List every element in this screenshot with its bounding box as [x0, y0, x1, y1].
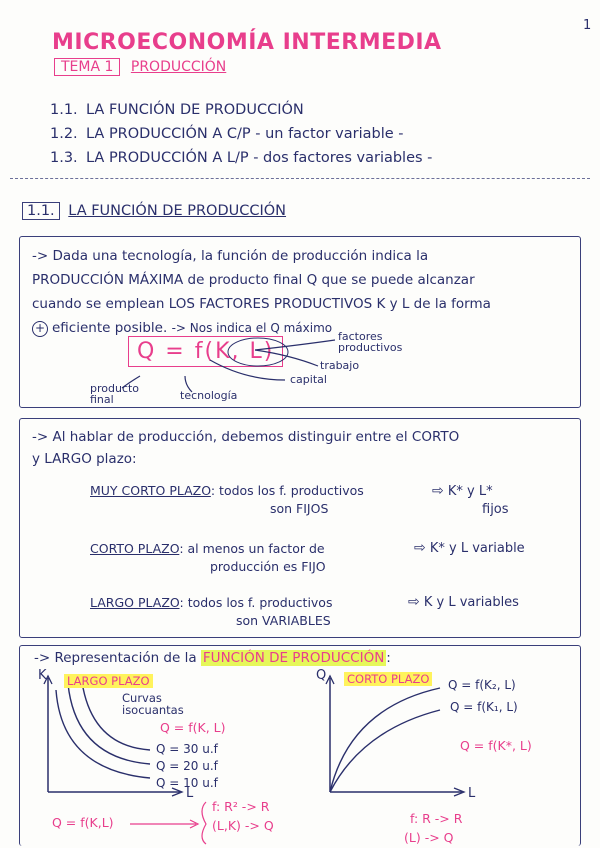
plus-circle-icon: +	[32, 321, 48, 337]
label-tecnologia: tecnología	[180, 389, 238, 402]
label-factores: factores productivos	[338, 330, 403, 354]
isoquant-30-label: Q = 30 u.f	[156, 742, 218, 756]
short-run-curve-k2	[330, 688, 440, 792]
plazo-item-muy-corto: MUY CORTO PLAZO: todos los f. productivos son FIJOS	[90, 483, 364, 516]
left-axis-x-label: L	[186, 786, 194, 801]
tema-name: PRODUCCIÓN	[130, 59, 227, 75]
short-run-equation: Q = f(K*, L)	[460, 738, 532, 753]
curve-k1-label: Q = f(K₁, L)	[450, 700, 518, 714]
long-run-map-2: (L,K) -> Q	[212, 818, 274, 833]
implies-arrow-icon: ⇨	[414, 540, 426, 556]
section-heading: 1.1. LA FUNCIÓN DE PRODUCCIÓN	[22, 203, 286, 219]
outline-item: 1.3. LA PRODUCCIÓN A L/P - dos factores variables -	[50, 150, 433, 166]
plazos-intro: -> Al hablar de producción, debemos distinguir entre el CORTO y LARGO plazo:	[32, 429, 460, 467]
outline-item: 1.2. LA PRODUCCIÓN A C/P - un factor variable -	[50, 126, 404, 142]
definition-text: -> Dada una tecnología, la función de producción indica la PRODUCCIÓN MÁXIMA de producto final Q que se puede alcanzar cuando se emplean LOS FACTORES PRODUCTIVOS K y L de la forma + eficiente posible. -> Nos indica el Q máximo	[32, 248, 491, 336]
short-run-map-2: (L) -> Q	[404, 830, 454, 845]
right-axis-x-label: L	[468, 786, 476, 801]
tema-label: TEMA 1	[54, 58, 120, 76]
short-run-map-1: f: R -> R	[410, 811, 463, 826]
formula-annotations	[0, 0, 600, 420]
isoquant-10-label: Q = 10 u.f	[156, 776, 218, 790]
label-capital: capital	[290, 373, 327, 386]
long-run-func: Q = f(K,L)	[52, 815, 114, 830]
long-run-equation: Q = f(K, L)	[160, 720, 226, 735]
right-axis-y-label: Q	[316, 668, 327, 683]
plazo-result-corto: ⇨ K* y L variable	[414, 540, 525, 556]
largo-plazo-tag: LARGO PLAZO	[64, 674, 153, 688]
production-formula: Q = f(K, L)	[128, 336, 283, 367]
label-trabajo: trabajo	[320, 359, 360, 372]
long-run-map-1: f: R² -> R	[212, 799, 270, 814]
isoquant-label: Curvas isocuantas	[122, 691, 184, 717]
page-number: 1	[583, 18, 592, 33]
plazo-item-corto: CORTO PLAZO: al menos un factor de producción es FIJO	[90, 541, 326, 574]
label-producto: producto final	[90, 382, 140, 406]
left-axis-y-label: K	[38, 668, 47, 683]
isoquant-20-label: Q = 20 u.f	[156, 759, 218, 773]
plazo-item-largo: LARGO PLAZO: todos los f. productivos son VARIABLES	[90, 595, 333, 628]
brace	[202, 802, 206, 844]
page-title: MICROECONOMÍA INTERMEDIA	[52, 30, 442, 55]
plazo-result-muy-corto: ⇨ K* y L* fijos	[432, 483, 509, 517]
implies-arrow-icon: ⇨	[432, 483, 444, 499]
plazo-result-largo: ⇨ K y L variables	[408, 594, 519, 610]
outline-item: 1.1. LA FUNCIÓN DE PRODUCCIÓN	[50, 102, 304, 118]
graphs-heading: -> Representación de la FUNCIÓN DE PRODUCCIÓN :	[34, 650, 391, 666]
corto-plazo-tag: CORTO PLAZO	[344, 672, 432, 686]
curve-k2-label: Q = f(K₂, L)	[448, 678, 516, 692]
implies-arrow-icon: ⇨	[408, 594, 420, 610]
